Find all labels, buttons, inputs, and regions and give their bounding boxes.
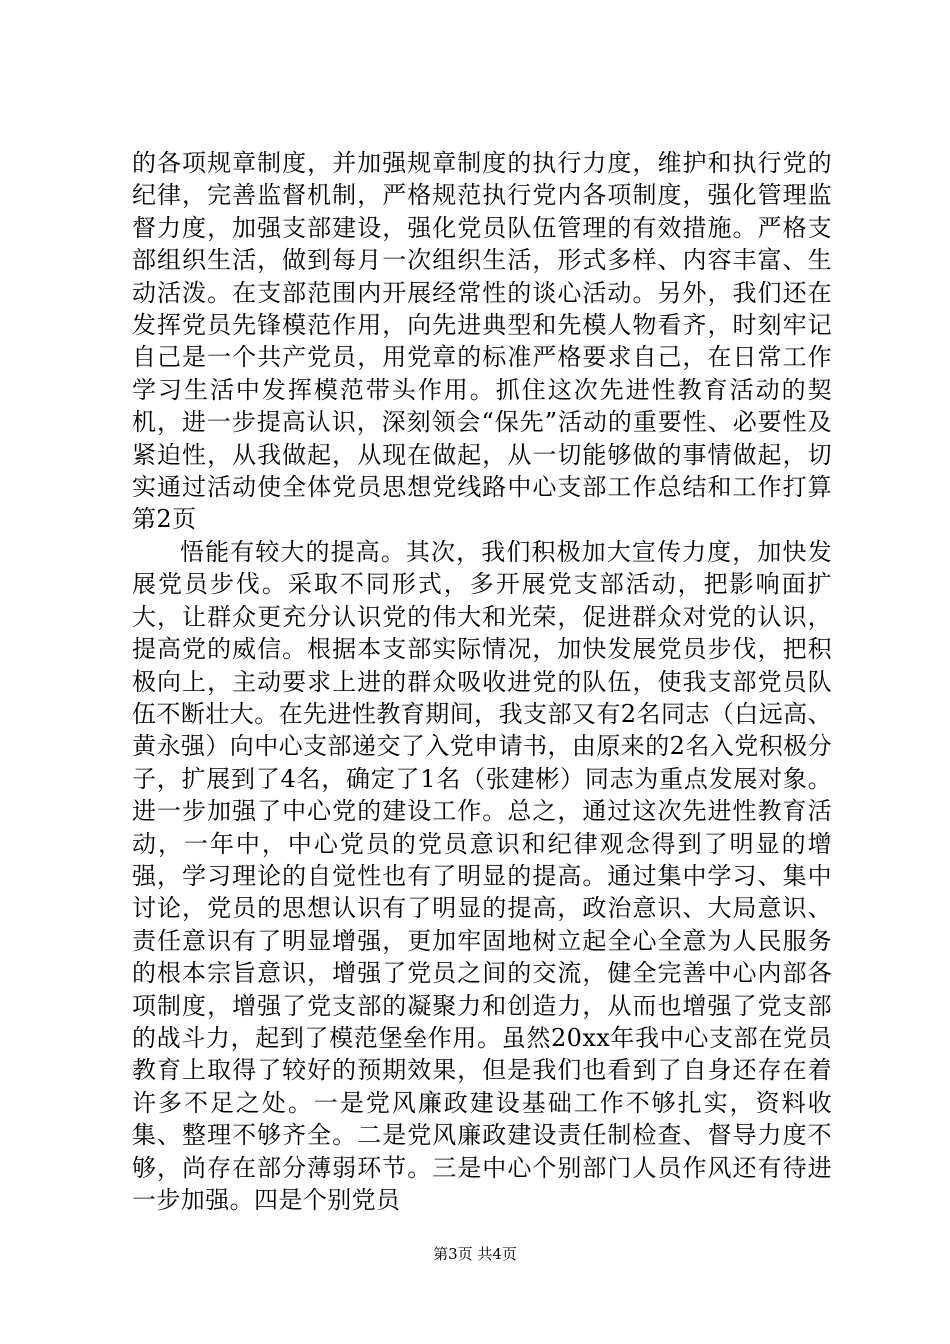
page-footer: 第3页 共4页 bbox=[433, 1245, 517, 1263]
paragraph-2: 悟能有较大的提高。其次，我们积极加大宣传力度，加快发展党员步伐。采取不同形式，多开展党支部活动，把影响面扩大，让群众更充分认识党的伟大和光荣，促进群众对党的认识，提高党的威信。根据本支部实际情况，加快发展党员步伐，把积极向上，主动要求上进的群众吸收进党的队伍，使我支部党员队伍不断壮大。在先进性教育期间，我支部又有2名同志（白远高、黄永强）向中心支部递交了入党申请书，由原来的2名入党积极分子，扩展到了4名，确定了1名（张建彬）同志为重点发展对象。进一步加强了中心党的建设工作。总之，通过这次先进性教育活动，一年中，中心党员的党员意识和纪律观念得到了明显的增强，学习理论的自觉性也有了明显的提高。通过集中学习、集中讨论，党员的思想认识有了明显的提高，政治意识、大局意识、责任意识有了明显增强，更加牢固地树立起全心全意为人民服务的根本宗旨意识，增强了党员之间的交流，健全完善中心内部各项制度，增强了党支部的凝聚力和创造力，从而也增强了党支部的战斗力，起到了模范堡垒作用。虽然20xx年我中心支部在党员教育上取得了较好的预期效果，但是我们也看到了自身还存在着许多不足之处。一是党风廉政建设基础工作不够扎实，资料收集、整理不够齐全。二是党风廉政建设责任制检查、督导力度不够，尚存在部分薄弱环节。三是中心个别部门人员作风还有待进一步加强。四是个别党员 bbox=[132, 537, 832, 1214]
document-body bbox=[132, 147, 832, 1216]
paragraph-1: 的各项规章制度，并加强规章制度的执行力度，维护和执行党的纪律，完善监督机制，严格规范执行党内各项制度，强化管理监督力度，加强支部建设，强化党员队伍管理的有效措施。严格支部组织生活，做到每月一次组织生活，形式多样、内容丰富、生动活泼。在支部范围内开展经常性的谈心活动。另外，我们还在发挥党员先锋模范作用，向先进典型和先模人物看齐，时刻牢记自己是一个共产党员，用党章的标准严格要求自己，在日常工作学习生活中发挥模范带头作用。抓住这次先进性教育活动的契机，进一步提高认识，深刻领会“保先”活动的重要性、必要性及紧迫性，从我做起，从现在做起，从一切能够做的事情做起，切实通过活动使全体党员思想党线路中心支部工作总结和工作打算第2页 bbox=[132, 149, 832, 534]
